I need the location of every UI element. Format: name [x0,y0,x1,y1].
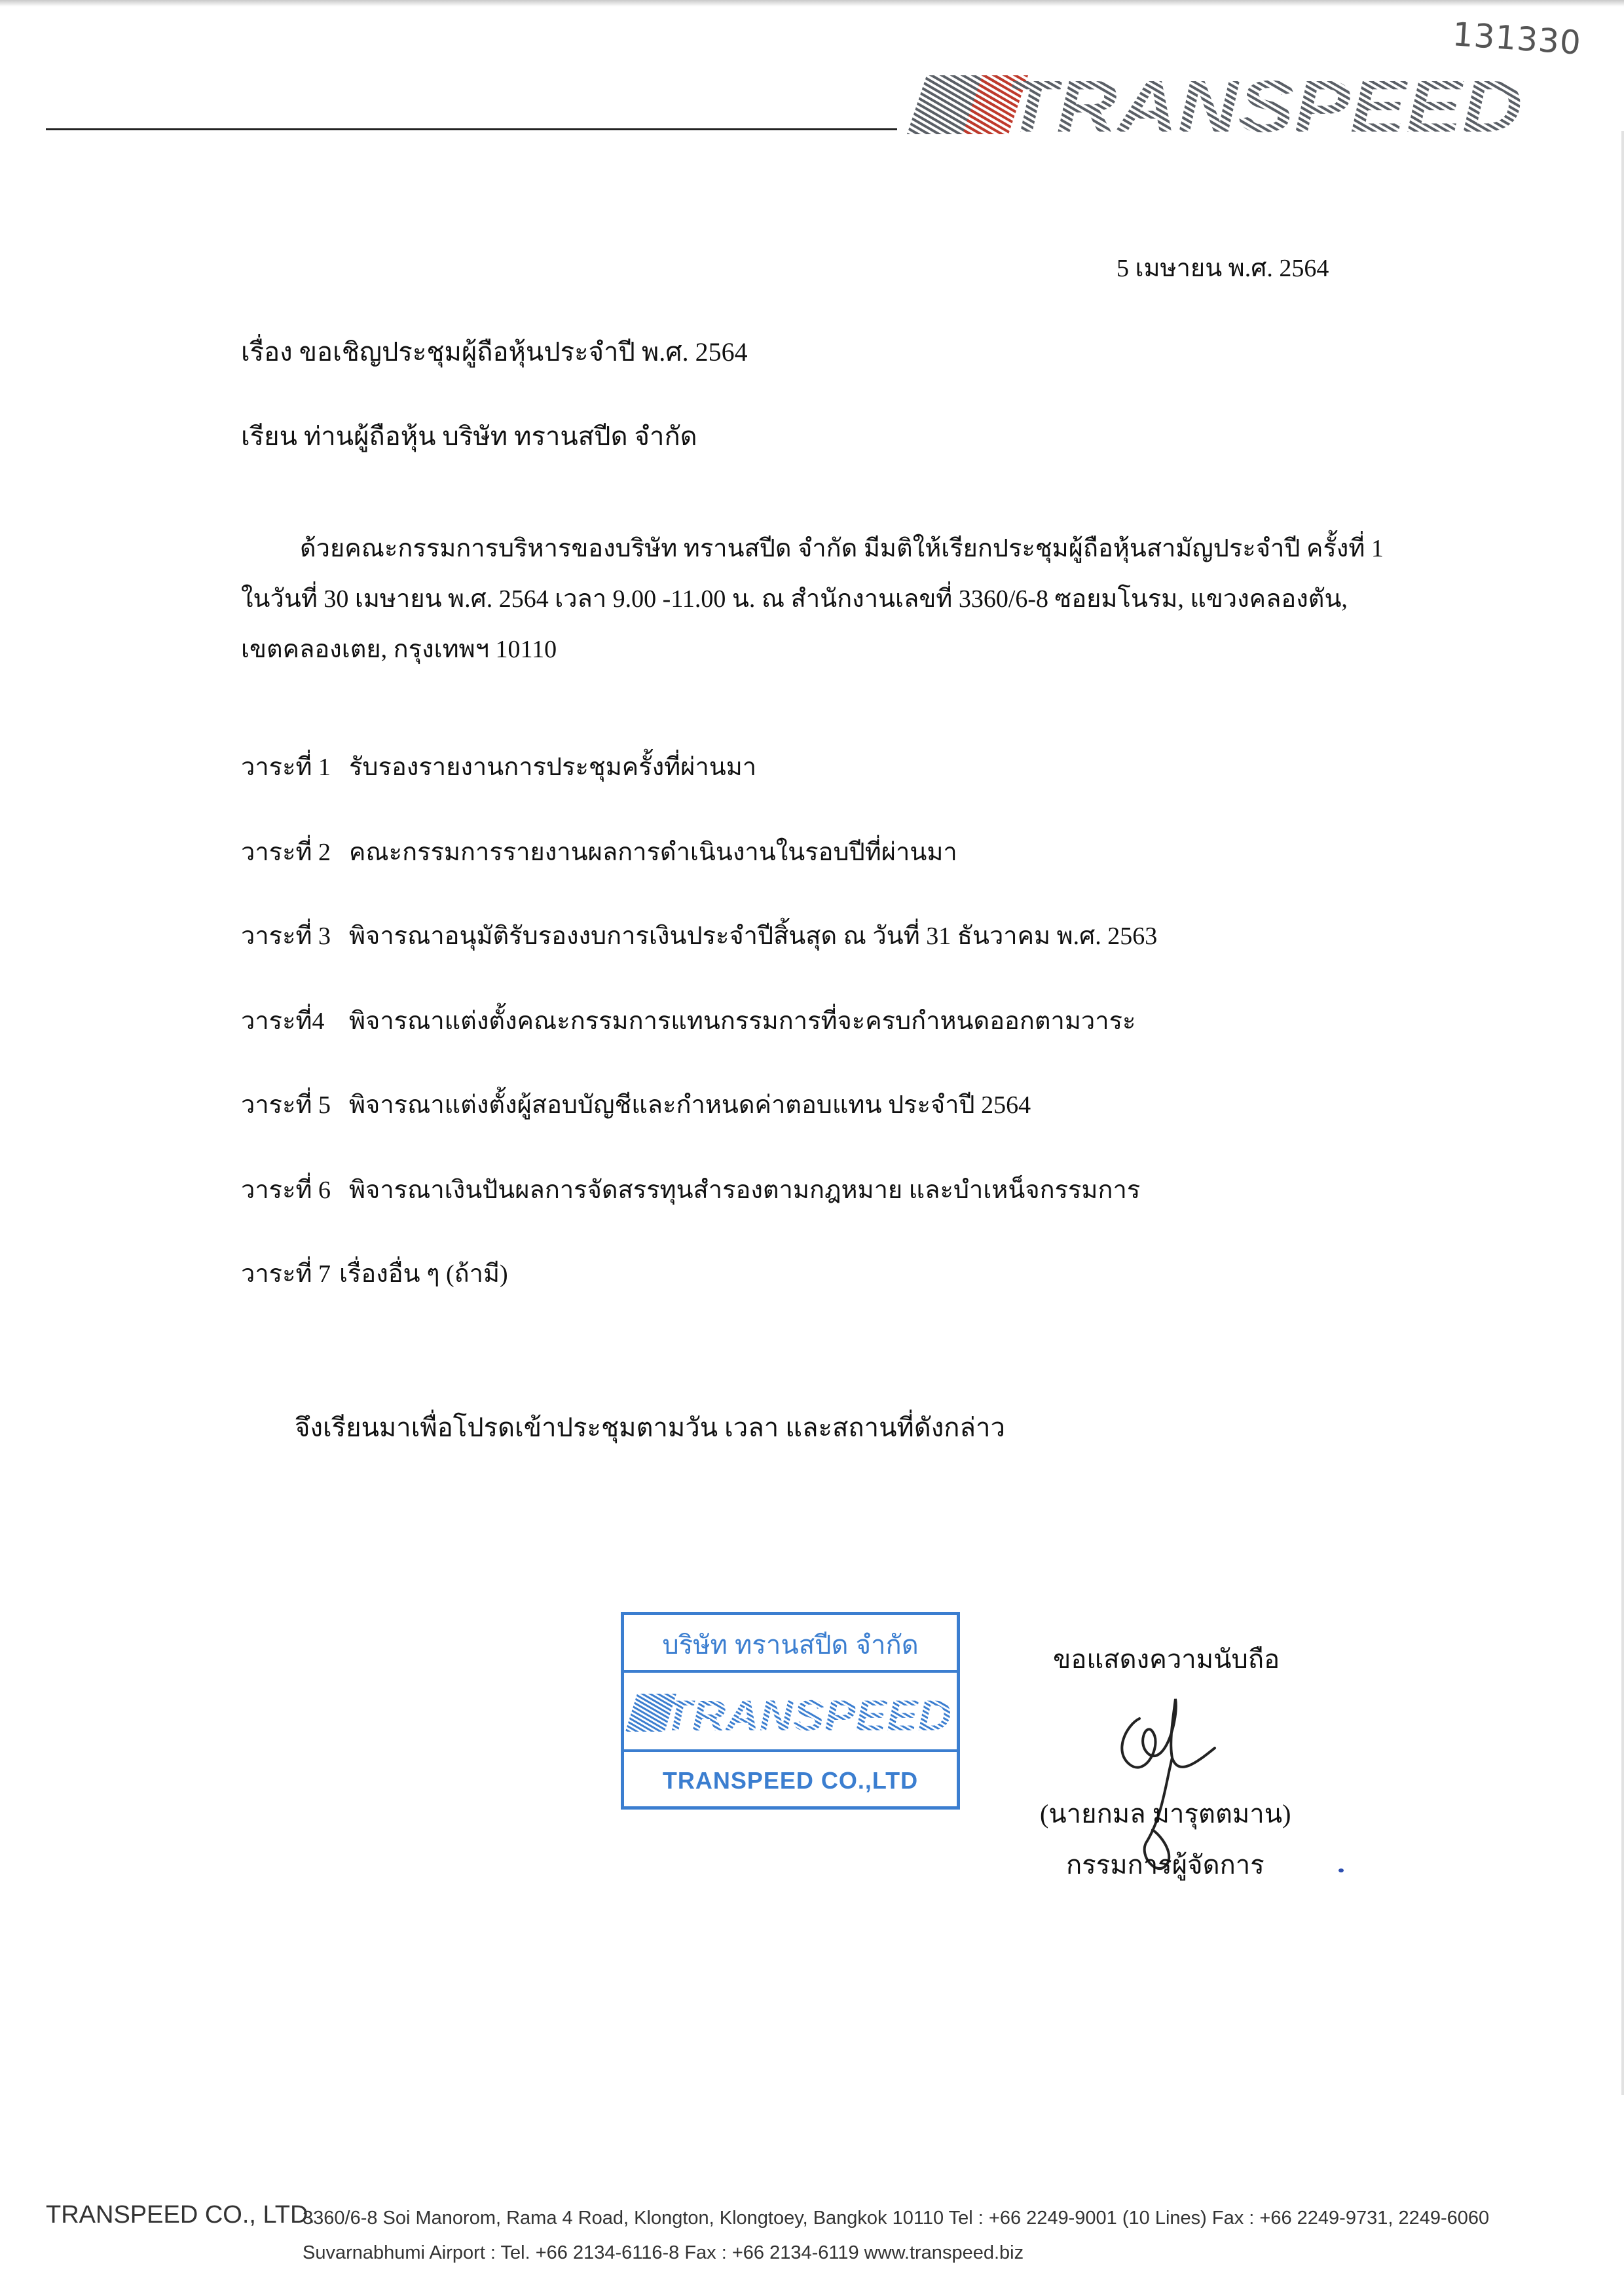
letter-subject: เรื่อง ขอเชิญประชุมผู้ถือหุ้นประจำปี พ.ศ. 2564 [241,337,748,367]
footer-airport-contact: Suvarnabhumi Airport : Tel. +66 2134-6116-8 Fax : +66 2134-6119 www.transpeed.biz [303,2242,1024,2263]
agenda-number: วาระที่ 2 [241,839,331,866]
scan-top-edge [0,0,1624,7]
agenda-item [241,746,756,786]
stamp-thai-name: บริษัท ทรานสปีด จำกัด [624,1620,957,1673]
letter-date: 5 เมษายน พ.ศ. 2564 [1116,255,1329,282]
agenda-item [241,1253,508,1293]
signer-position: กรรมการผู้จัดการ [1066,1850,1264,1880]
closing-sentence: จึงเรียนมาเพื่อโปรดเข้าประชุมตามวัน เวลา และสถานที่ดังกล่าว [295,1413,1005,1442]
handwritten-reference-number: 131330 [1451,15,1583,62]
agenda-number: วาระที่4 [241,1008,325,1035]
footer-company-name: TRANSPEED CO., LTD. [46,2201,316,2229]
scan-right-edge [1621,131,1624,2095]
stamp-english-name: TRANSPEED CO.,LTD [624,1749,957,1810]
agenda-item [241,831,957,871]
agenda-number: วาระที่ 3 [241,922,331,950]
ink-mark [1338,1868,1344,1872]
agenda-text: คณะกรรมการรายงานผลการดำเนินงานในรอบปีที่ผ่านมา [349,839,957,866]
agenda-text: พิจารณาแต่งตั้งคณะกรรมการแทนกรรมการที่จะครบกำหนดออกตามวาระ [349,1008,1136,1035]
logo-wordmark: TRANSPEED [1005,69,1522,141]
agenda-text: พิจารณาเงินปันผลการจัดสรรทุนสำรองตามกฎหมาย และบำเหน็จกรรมการ [349,1176,1141,1204]
signer-name: (นายกมล มารุตตมาน) [1040,1799,1291,1829]
company-stamp [621,1612,960,1810]
body-paragraph [241,524,1384,675]
footer-address: 3360/6-8 Soi Manorom, Rama 4 Road, Klongton, Klongtoey, Bangkok 10110 Tel : +66 2249-9001 (10 Lines) Fax : +66 2249-9731, 2249-6060 [303,2208,1490,2229]
regards: ขอแสดงความนับถือ [1053,1645,1280,1674]
agenda-item [241,915,1157,955]
agenda-item [241,1000,1135,1040]
agenda-text: พิจารณาอนุมัติรับรองงบการเงินประจำปีสิ้นสุด ณ วันที่ 31 ธันวาคม พ.ศ. 2563 [349,922,1158,950]
body-line: เขตคลองเตย, กรุงเทพฯ 10110 [241,636,557,663]
transpeed-logo [907,69,1529,141]
agenda-text: เรื่องอื่น ๆ (ถ้ามี) [339,1260,508,1288]
agenda-number: วาระที่ 7 [241,1260,331,1288]
agenda-text: พิจารณาแต่งตั้งผู้สอบบัญชีและกำหนดค่าตอบแทน ประจำปี 2564 [349,1091,1031,1119]
letter-salutation: เรียน ท่านผู้ถือหุ้น บริษัท ทรานสปีด จำกัด [241,422,697,451]
agenda-number: วาระที่ 1 [241,754,331,781]
stamp-logo [624,1675,957,1747]
body-line: ด้วยคณะกรรมการบริหารของบริษัท ทรานสปีด จำกัด มีมติให้เรียกประชุมผู้ถือหุ้นสามัญประจำปี ครั้งที่ 1 [300,535,1384,562]
letterhead-rule [46,128,897,130]
body-line: ในวันที่ 30 เมษายน พ.ศ. 2564 เวลา 9.00 -11.00 น. ณ สำนักงานเลขที่ 3360/6-8 ซอยมโนรม, แขวงคลองตัน, [241,585,1348,613]
agenda-number: วาระที่ 5 [241,1091,331,1119]
stamp-logo-wordmark: TRANSPEED [663,1691,951,1740]
agenda-number: วาระที่ 6 [241,1176,331,1204]
agenda-text: รับรองรายงานการประชุมครั้งที่ผ่านมา [349,754,757,781]
agenda-item [241,1169,1140,1209]
agenda-item [241,1084,1031,1124]
